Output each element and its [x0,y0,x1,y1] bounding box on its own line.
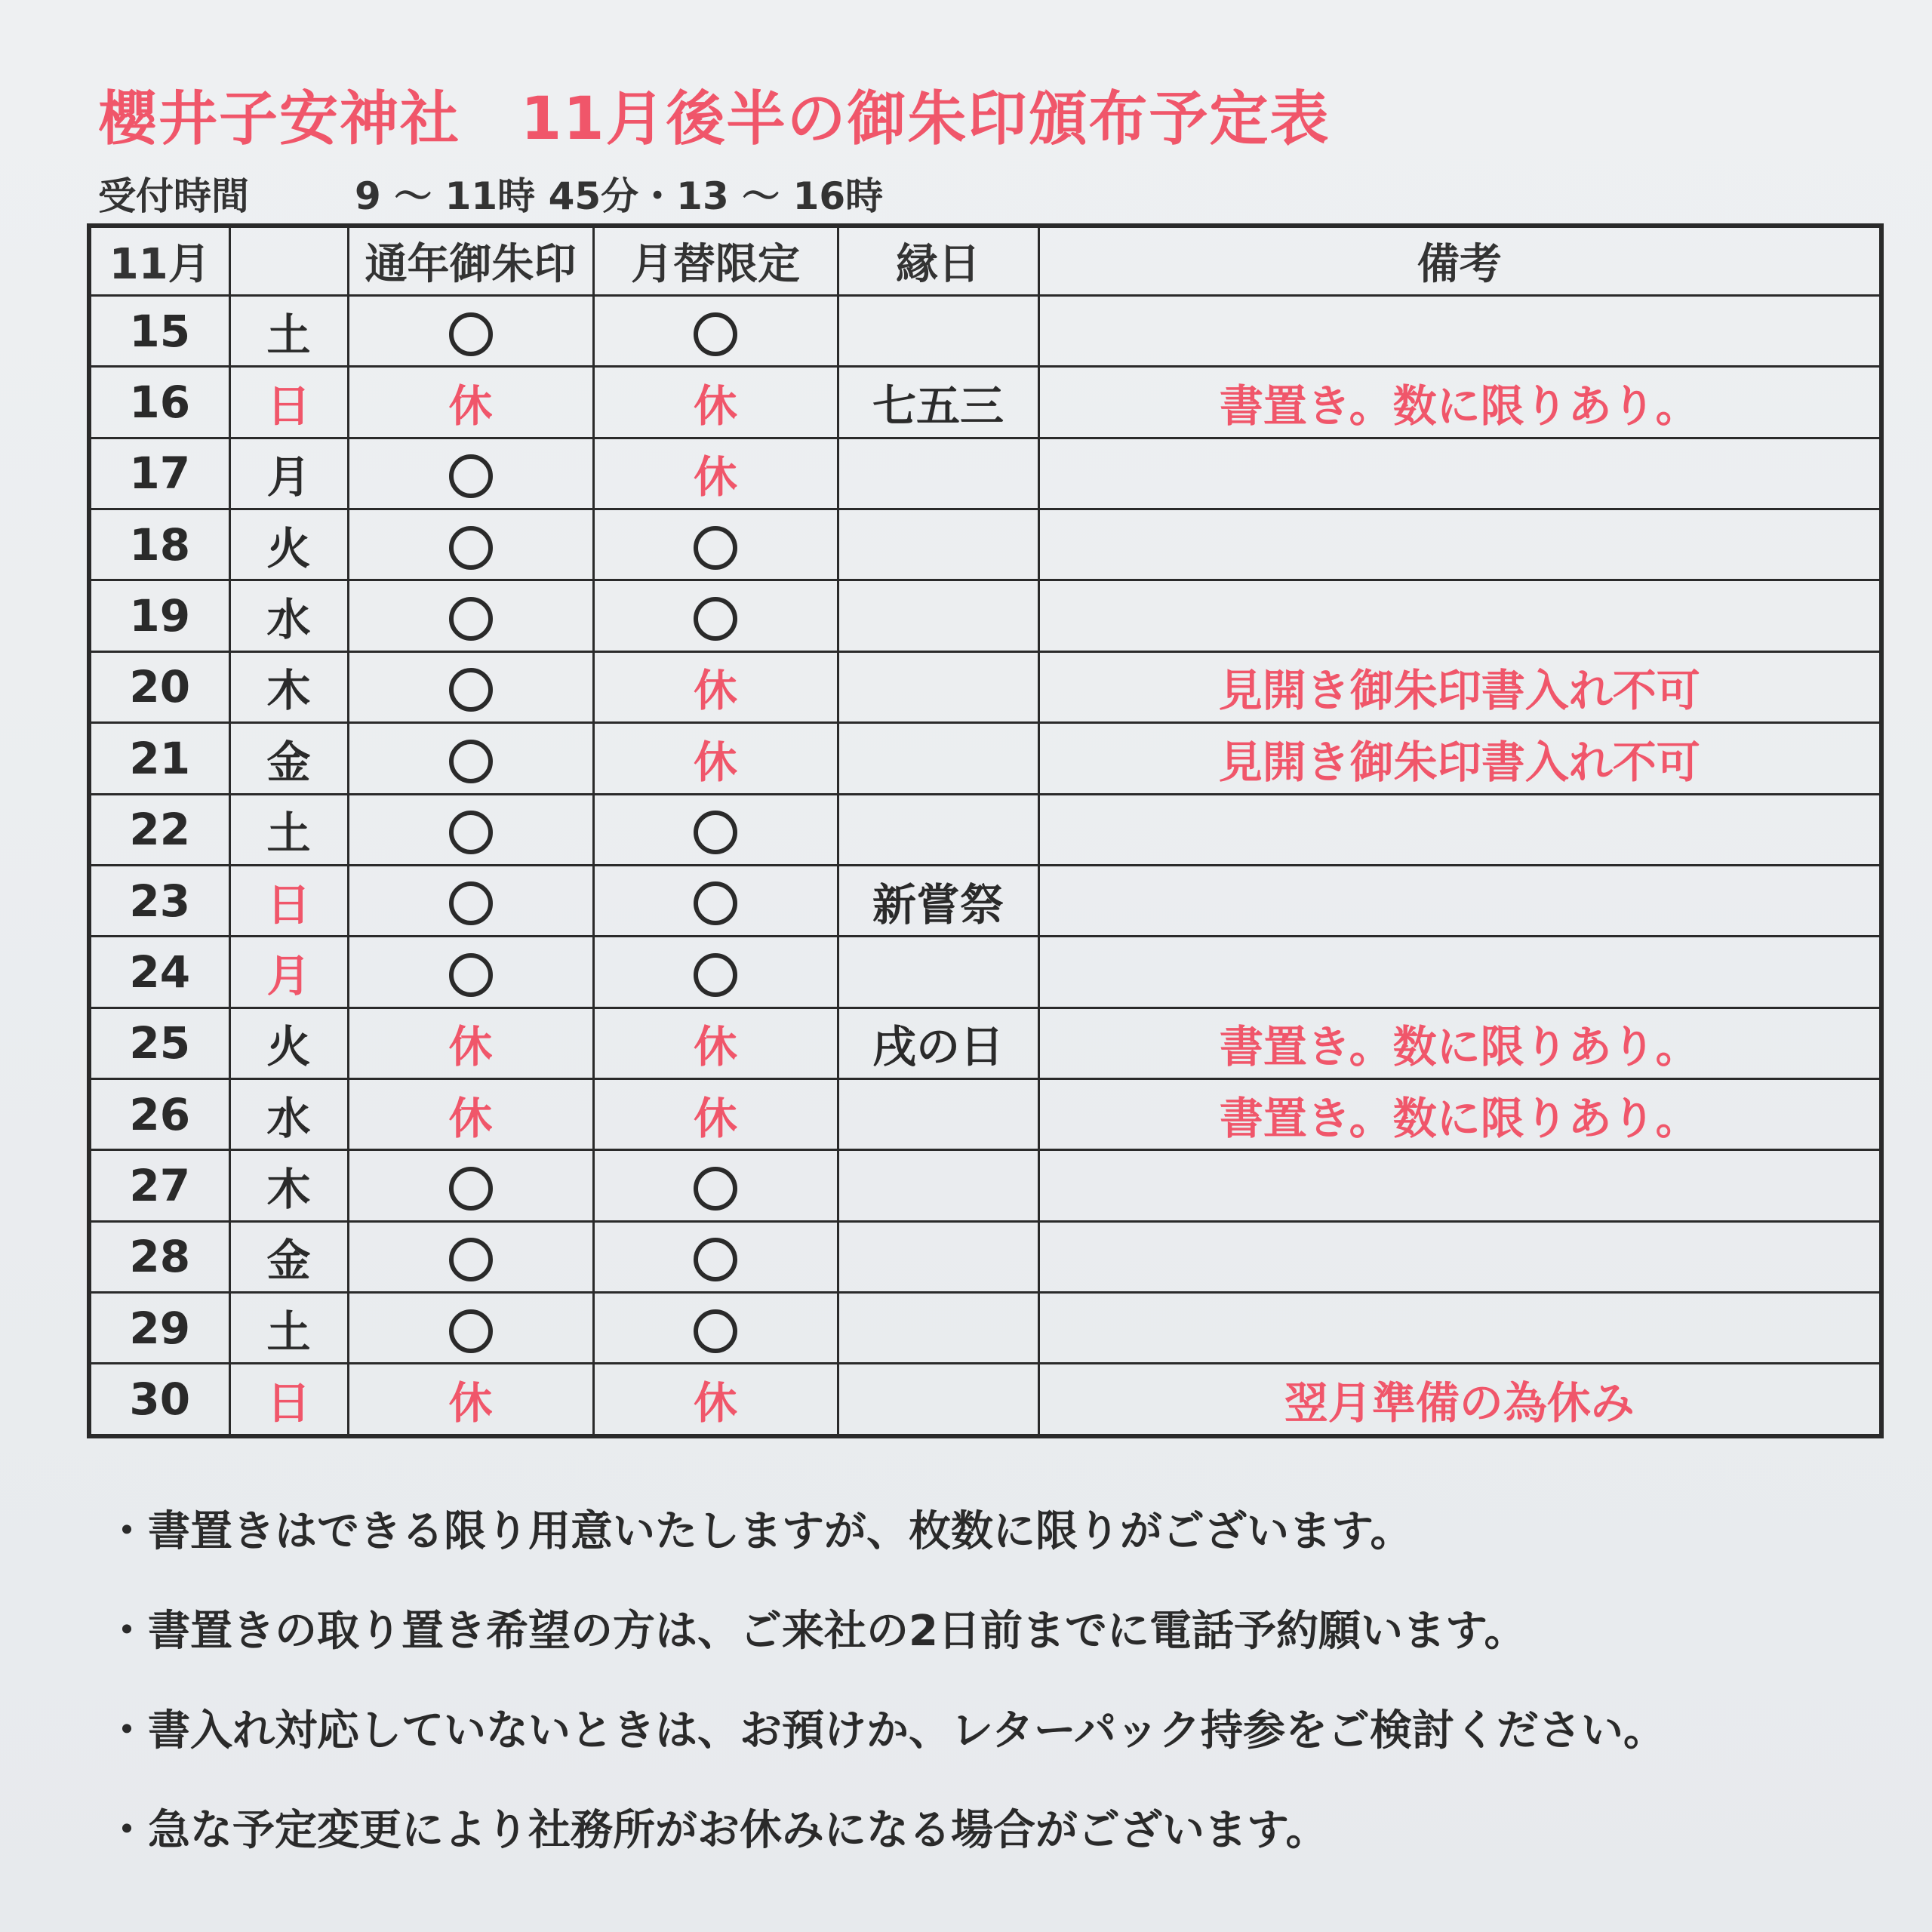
available-circle-icon [449,312,493,356]
monthly-limited-cell: 休 [593,723,838,794]
header-monthly-limited: 月替限定 [593,226,838,296]
date-cell: 24 [89,937,229,1008]
table-row [89,794,1881,865]
regular-goshuin-cell [348,651,593,722]
table-row [89,509,1881,580]
monthly-limited-cell [593,1221,838,1292]
remarks-cell [1038,937,1881,1008]
weekday-cell: 水 [229,1078,348,1149]
date-cell: 25 [89,1008,229,1078]
date-cell: 17 [89,438,229,509]
regular-goshuin-cell: 休 [348,1364,593,1436]
note-item: ・急な予定変更により社務所がお休みになる場合がございます。 [106,1806,1328,1855]
date-cell: 15 [89,296,229,367]
reception-hours [98,166,883,220]
ennichi-cell [838,580,1038,651]
weekday-cell: 月 [229,438,348,509]
remarks-cell [1038,296,1881,367]
available-circle-icon [449,811,493,854]
table-row [89,367,1881,438]
monthly-limited-cell: 休 [593,651,838,722]
available-circle-icon [694,1309,737,1353]
header-regular-goshuin: 通年御朱印 [348,226,593,296]
remarks-cell [1038,1221,1881,1292]
table-row [89,1364,1881,1436]
weekday-cell: 木 [229,651,348,722]
remarks-cell [1038,1150,1881,1221]
weekday-cell: 木 [229,1150,348,1221]
hours-label: 受付時間 [98,174,249,218]
regular-goshuin-cell [348,794,593,865]
available-circle-icon [694,811,737,854]
header-month: 11月 [89,226,229,296]
regular-goshuin-cell [348,580,593,651]
available-circle-icon [694,312,737,356]
weekday-cell: 日 [229,367,348,438]
table-row [89,723,1881,794]
available-circle-icon [449,1309,493,1353]
table-row [89,651,1881,722]
date-cell: 28 [89,1221,229,1292]
monthly-limited-cell: 休 [593,1364,838,1436]
regular-goshuin-cell [348,723,593,794]
date-cell: 22 [89,794,229,865]
remarks-cell [1038,509,1881,580]
monthly-limited-cell [593,580,838,651]
hours-value: 9 〜 11時 45分・13 〜 16時 [355,174,884,218]
date-cell: 23 [89,865,229,936]
date-cell: 29 [89,1293,229,1364]
regular-goshuin-cell [348,1221,593,1292]
monthly-limited-cell [593,937,838,1008]
remarks-cell: 書置き。数に限りあり。 [1038,1008,1881,1078]
weekday-cell: 日 [229,1364,348,1436]
table-row [89,1221,1881,1292]
ennichi-cell [838,794,1038,865]
table-row [89,1293,1881,1364]
available-circle-icon [449,953,493,997]
monthly-limited-cell: 休 [593,438,838,509]
page-title: 櫻井子安神社 11月後半の御朱印頒布予定表 [98,85,1331,153]
monthly-limited-cell: 休 [593,1078,838,1149]
note-item: ・書置きはできる限り用意いたしますが、枚数に限りがございます。 [106,1507,1413,1556]
available-circle-icon [449,526,493,570]
ennichi-cell [838,937,1038,1008]
weekday-cell: 土 [229,296,348,367]
ennichi-cell [838,296,1038,367]
regular-goshuin-cell [348,509,593,580]
date-cell: 16 [89,367,229,438]
weekday-cell: 月 [229,937,348,1008]
remarks-cell [1038,794,1881,865]
table-row [89,1008,1881,1078]
date-cell: 26 [89,1078,229,1149]
table-row [89,438,1881,509]
table-row [89,1150,1881,1221]
schedule-table [87,223,1884,1438]
table-row [89,937,1881,1008]
available-circle-icon [694,526,737,570]
ennichi-cell [838,651,1038,722]
regular-goshuin-cell [348,296,593,367]
remarks-cell: 書置き。数に限りあり。 [1038,367,1881,438]
ennichi-cell [838,1150,1038,1221]
date-cell: 27 [89,1150,229,1221]
monthly-limited-cell [593,509,838,580]
date-cell: 19 [89,580,229,651]
date-cell: 18 [89,509,229,580]
available-circle-icon [449,740,493,783]
weekday-cell: 火 [229,1008,348,1078]
available-circle-icon [449,1167,493,1211]
ennichi-cell: 七五三 [838,367,1038,438]
regular-goshuin-cell [348,865,593,936]
ennichi-cell [838,1078,1038,1149]
ennichi-cell [838,1364,1038,1436]
monthly-limited-cell [593,1150,838,1221]
remarks-cell: 翌月準備の為休み [1038,1364,1881,1436]
weekday-cell: 火 [229,509,348,580]
available-circle-icon [449,454,493,498]
date-cell: 30 [89,1364,229,1436]
available-circle-icon [694,953,737,997]
weekday-cell: 金 [229,723,348,794]
ennichi-cell [838,1221,1038,1292]
remarks-cell [1038,865,1881,936]
regular-goshuin-cell: 休 [348,1078,593,1149]
remarks-cell [1038,1293,1881,1364]
note-item: ・書入れ対応していないときは、お預けか、レターパック持参をご検討ください。 [106,1706,1666,1755]
available-circle-icon [694,597,737,641]
weekday-cell: 土 [229,1293,348,1364]
header-weekday [229,226,348,296]
monthly-limited-cell [593,296,838,367]
remarks-cell: 見開き御朱印書入れ不可 [1038,723,1881,794]
remarks-cell: 書置き。数に限りあり。 [1038,1078,1881,1149]
table-row [89,865,1881,936]
available-circle-icon [449,668,493,712]
ennichi-cell [838,438,1038,509]
available-circle-icon [694,1167,737,1211]
header-remarks: 備考 [1038,226,1881,296]
regular-goshuin-cell [348,438,593,509]
available-circle-icon [449,881,493,925]
monthly-limited-cell [593,1293,838,1364]
table-row [89,580,1881,651]
notes-list [106,1498,1666,1897]
regular-goshuin-cell [348,937,593,1008]
date-cell: 20 [89,651,229,722]
monthly-limited-cell [593,865,838,936]
weekday-cell: 水 [229,580,348,651]
monthly-limited-cell: 休 [593,367,838,438]
ennichi-cell [838,1293,1038,1364]
ennichi-cell: 新嘗祭 [838,865,1038,936]
ennichi-cell: 戌の日 [838,1008,1038,1078]
monthly-limited-cell: 休 [593,1008,838,1078]
header-ennichi: 縁日 [838,226,1038,296]
ennichi-cell [838,509,1038,580]
remarks-cell: 見開き御朱印書入れ不可 [1038,651,1881,722]
available-circle-icon [449,597,493,641]
available-circle-icon [694,881,737,925]
weekday-cell: 日 [229,865,348,936]
remarks-cell [1038,438,1881,509]
table-header-row [89,226,1881,296]
regular-goshuin-cell: 休 [348,1008,593,1078]
table-row [89,296,1881,367]
monthly-limited-cell [593,794,838,865]
available-circle-icon [694,1238,737,1281]
available-circle-icon [449,1238,493,1281]
table-body [89,296,1881,1437]
ennichi-cell [838,723,1038,794]
note-item: ・書置きの取り置き希望の方は、ご来社の2日前までに電話予約願います。 [106,1607,1527,1656]
regular-goshuin-cell [348,1293,593,1364]
regular-goshuin-cell: 休 [348,367,593,438]
weekday-cell: 土 [229,794,348,865]
regular-goshuin-cell [348,1150,593,1221]
table-row [89,1078,1881,1149]
date-cell: 21 [89,723,229,794]
weekday-cell: 金 [229,1221,348,1292]
remarks-cell [1038,580,1881,651]
